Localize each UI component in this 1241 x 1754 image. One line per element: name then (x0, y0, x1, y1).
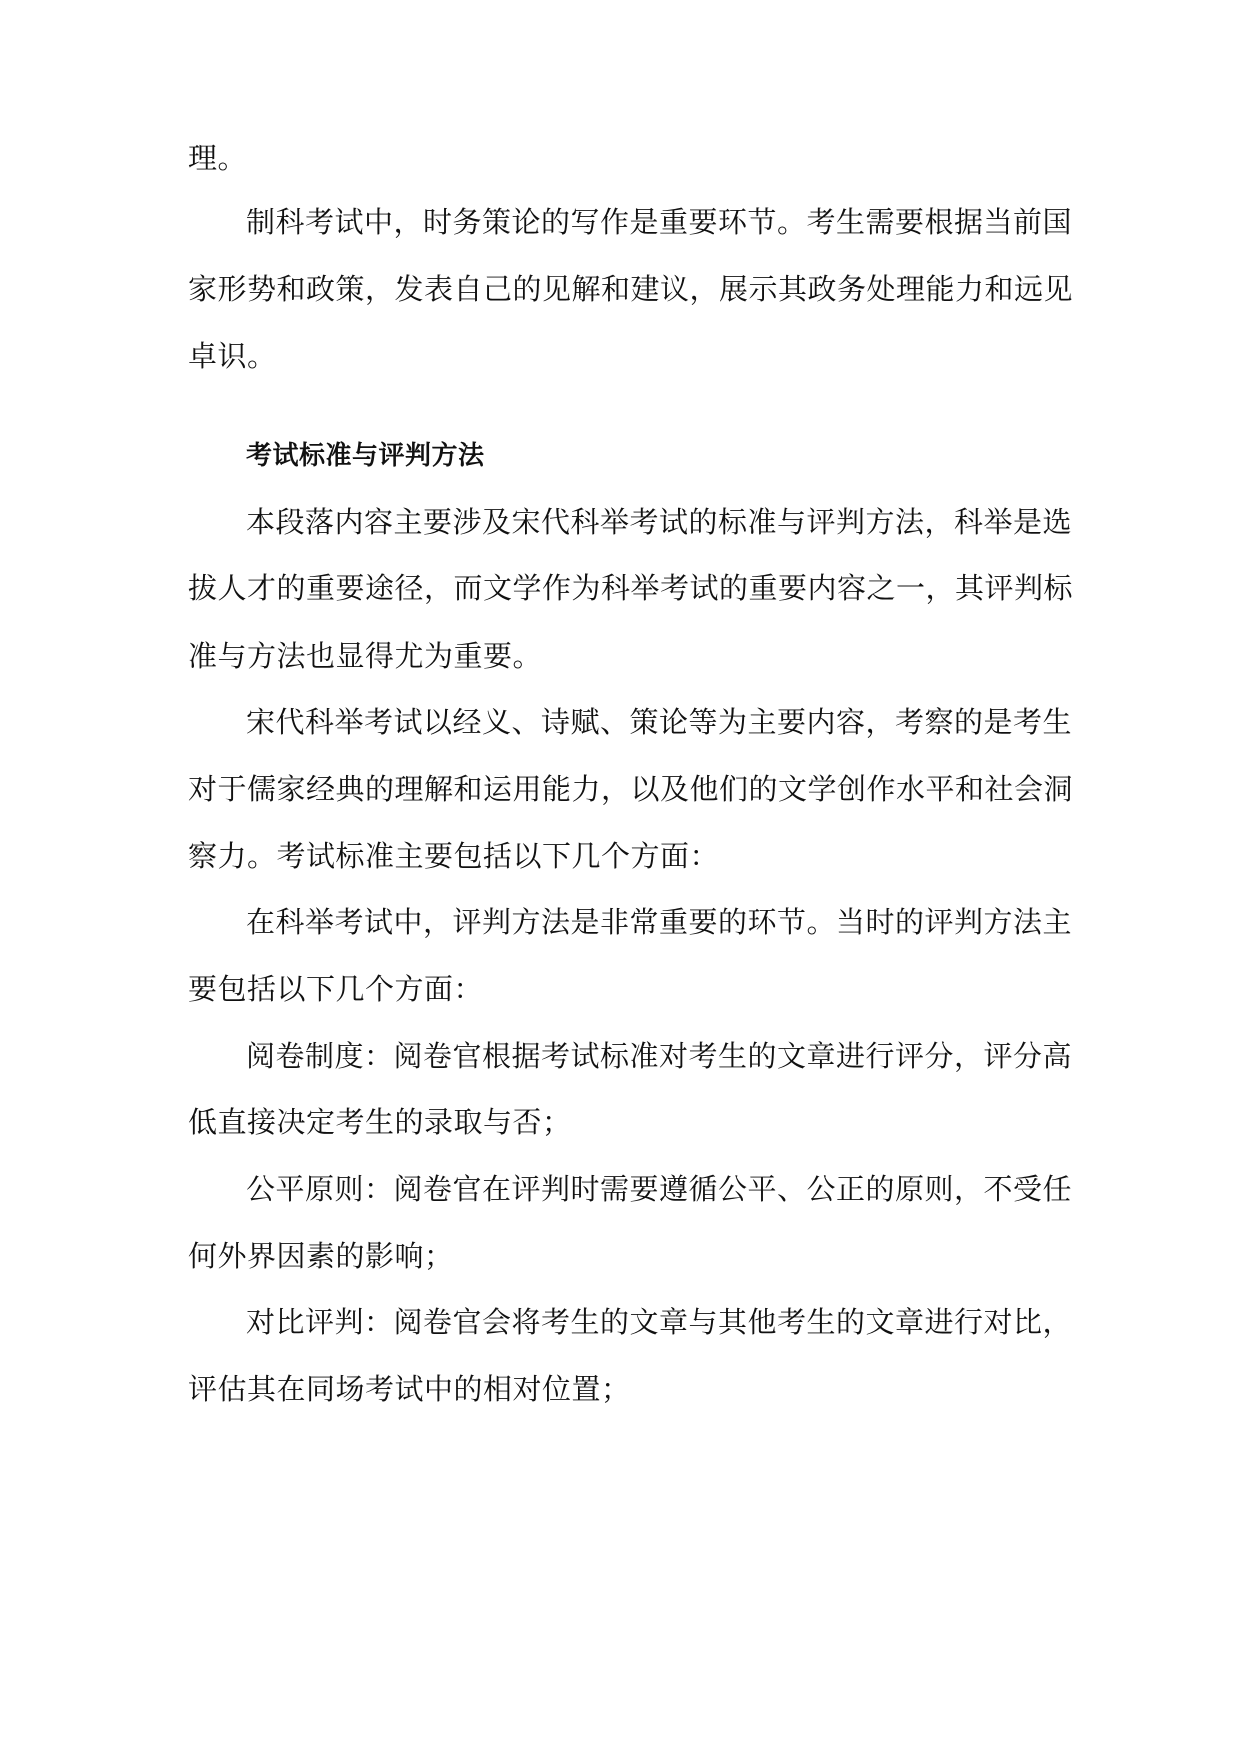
text-line: 拔人才的重要途径，而文学作为科举考试的重要内容之一，其评判标 (188, 571, 1074, 605)
section-heading: 考试标准与评判方法 (246, 441, 485, 471)
text-line: 卓识。 (188, 339, 277, 373)
text-line: 宋代科举考试以经义、诗赋、策论等为主要内容，考察的是考生 (246, 705, 1073, 739)
text-line: 对比评判：阅卷官会将考生的文章与其他考生的文章进行对比， (246, 1305, 1073, 1339)
text-line: 家形势和政策，发表自己的见解和建议，展示其政务处理能力和远见 (188, 272, 1074, 306)
text-line: 评估其在同场考试中的相对位置； (188, 1372, 631, 1406)
text-line: 本段落内容主要涉及宋代科举考试的标准与评判方法，科举是选 (246, 505, 1073, 539)
text-line: 要包括以下几个方面： (188, 972, 484, 1006)
text-line: 何外界因素的影响； (188, 1239, 454, 1273)
text-line: 公平原则：阅卷官在评判时需要遵循公平、公正的原则，不受任 (246, 1172, 1073, 1206)
text-line: 在科举考试中，评判方法是非常重要的环节。当时的评判方法主 (246, 905, 1073, 939)
text-line: 察力。考试标准主要包括以下几个方面： (188, 839, 720, 873)
text-line: 阅卷制度：阅卷官根据考试标准对考生的文章进行评分，评分高 (246, 1039, 1073, 1073)
text-line: 理。 (188, 141, 248, 175)
text-line: 对于儒家经典的理解和运用能力，以及他们的文学创作水平和社会洞 (188, 772, 1074, 806)
text-line: 准与方法也显得尤为重要。 (188, 639, 543, 673)
text-line: 低直接决定考生的录取与否； (188, 1105, 572, 1139)
text-line: 制科考试中，时务策论的写作是重要环节。考生需要根据当前国 (246, 205, 1073, 239)
